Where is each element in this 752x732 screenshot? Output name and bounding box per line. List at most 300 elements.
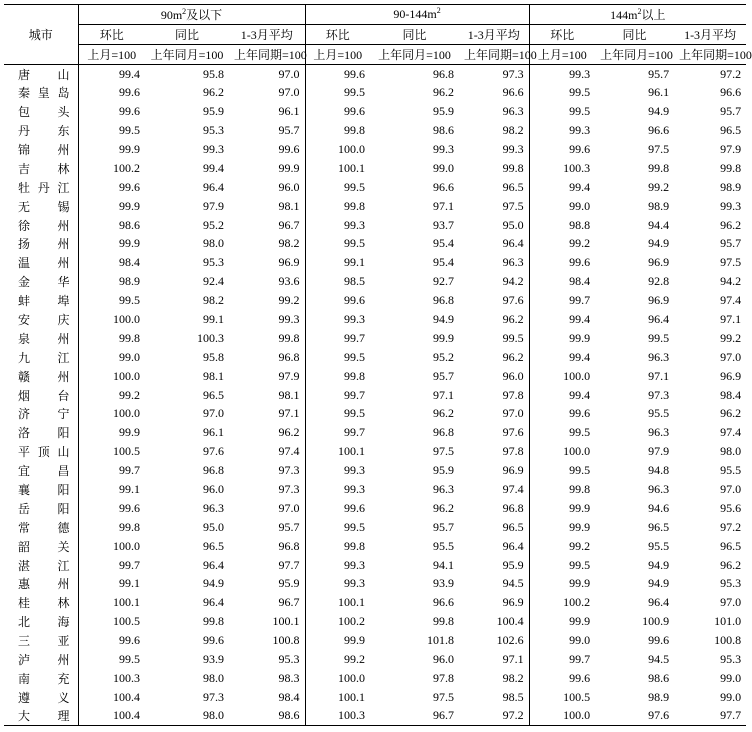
index-value-cell: 98.9 — [648, 198, 670, 213]
index-value-cell: 99.9 — [569, 500, 591, 515]
group-header-large: $144m^2$以上 — [529, 5, 746, 25]
index-value-cell: 99.7 — [344, 425, 366, 440]
index-value-cell: 96.5 — [720, 123, 742, 138]
index-value-cell: 99.3 — [344, 312, 366, 327]
index-value-cell: 99.9 — [119, 425, 140, 440]
index-value-cell: 99.1 — [119, 576, 140, 591]
index-value-cell: 99.5 — [569, 104, 591, 119]
index-value-cell: 99.2 — [569, 538, 591, 553]
index-value-cell: 95.7 — [229, 518, 305, 537]
index-value-cell: 99.3 — [720, 198, 742, 213]
city-name-cell: 泉州 — [4, 329, 78, 348]
index-value-cell: 99.8 — [433, 614, 455, 629]
sub-header-row — [4, 25, 746, 45]
index-value-cell: 97.1 — [720, 312, 742, 327]
index-value-cell: 97.5 — [720, 255, 742, 270]
index-value-cell: 99.9 — [229, 159, 305, 178]
index-value-cell: 97.8 — [459, 442, 529, 461]
city-name-cell: 包头 — [4, 102, 78, 121]
index-value-cell: 100.5 — [113, 614, 140, 629]
index-value-cell: 94.9 — [648, 557, 670, 572]
index-value-cell: 100.1 — [113, 595, 140, 610]
index-value-cell: 99.4 — [569, 349, 591, 364]
index-value-cell: 97.9 — [203, 198, 224, 213]
index-value-cell: 99.6 — [119, 179, 140, 194]
index-value-cell: 98.9 — [648, 689, 670, 704]
index-value-cell: 98.0 — [720, 444, 742, 459]
index-value-cell: 96.3 — [459, 102, 529, 121]
index-value-cell: 98.3 — [229, 669, 305, 688]
base-header-cell: 上年同月=100 — [370, 45, 459, 65]
index-value-cell: 99.5 — [344, 179, 366, 194]
index-value-cell: 99.0 — [433, 160, 455, 175]
table-row — [4, 291, 746, 310]
index-value-cell: 95.8 — [203, 349, 224, 364]
index-value-cell: 98.4 — [569, 274, 591, 289]
index-value-cell: 99.2 — [648, 179, 670, 194]
index-value-cell: 100.2 — [113, 160, 140, 175]
index-value-cell: 99.9 — [344, 633, 366, 648]
index-value-cell: 96.2 — [720, 406, 742, 421]
index-value-cell: 95.6 — [720, 500, 742, 515]
index-value-cell: 97.2 — [459, 707, 529, 726]
index-value-cell: 99.5 — [119, 652, 140, 667]
index-value-cell: 94.8 — [648, 463, 670, 478]
city-name-cell: 吉林 — [4, 159, 78, 178]
index-value-cell: 99.4 — [119, 66, 140, 81]
city-name-cell: 遵义 — [4, 688, 78, 707]
index-value-cell: 97.9 — [229, 367, 305, 386]
index-value-cell: 96.2 — [433, 406, 455, 421]
city-name-cell: 蚌埠 — [4, 291, 78, 310]
index-value-cell: 96.2 — [433, 85, 455, 100]
index-value-cell: 100.3 — [197, 330, 224, 345]
index-value-cell: 94.9 — [648, 576, 670, 591]
index-value-cell: 95.2 — [433, 349, 455, 364]
index-value-cell: 95.3 — [203, 123, 224, 138]
index-value-cell: 96.3 — [648, 349, 670, 364]
index-value-cell: 96.9 — [648, 255, 670, 270]
index-value-cell: 94.5 — [648, 652, 670, 667]
index-value-cell: 95.5 — [648, 406, 670, 421]
index-value-cell: 99.0 — [720, 689, 742, 704]
index-value-cell: 99.4 — [203, 160, 224, 175]
index-value-cell: 98.2 — [459, 669, 529, 688]
index-value-cell: 97.6 — [459, 291, 529, 310]
index-value-cell: 95.5 — [648, 538, 670, 553]
city-name-cell: 常德 — [4, 518, 78, 537]
index-value-cell: 97.2 — [720, 519, 742, 534]
index-value-cell: 100.0 — [113, 406, 140, 421]
index-value-cell: 95.4 — [433, 236, 455, 251]
index-value-cell: 99.6 — [569, 255, 591, 270]
table-row — [4, 386, 746, 405]
index-value-cell: 99.9 — [119, 198, 140, 213]
index-value-cell: 97.1 — [229, 405, 305, 424]
index-value-cell: 99.8 — [344, 368, 366, 383]
index-value-cell: 98.8 — [569, 217, 591, 232]
city-name-cell: 大理 — [4, 707, 78, 726]
index-value-cell: 95.9 — [229, 575, 305, 594]
index-value-cell: 100.0 — [529, 707, 595, 726]
table-body — [4, 65, 746, 726]
table-row — [4, 367, 746, 386]
index-value-cell: 94.2 — [459, 272, 529, 291]
index-value-cell: 98.4 — [720, 387, 742, 402]
index-value-cell: 99.8 — [119, 519, 140, 534]
city-name-cell: 北海 — [4, 612, 78, 631]
table-row — [4, 423, 746, 442]
index-value-cell: 99.3 — [344, 463, 366, 478]
index-value-cell: 96.7 — [370, 707, 459, 726]
index-value-cell: 97.3 — [459, 65, 529, 84]
index-value-cell: 99.3 — [344, 576, 366, 591]
index-value-cell: 99.5 — [459, 329, 529, 348]
index-value-cell: 95.2 — [203, 217, 224, 232]
index-value-cell: 97.3 — [229, 480, 305, 499]
index-value-cell: 100.1 — [338, 160, 366, 175]
index-value-cell: 99.9 — [119, 142, 140, 156]
index-value-cell: 99.5 — [344, 85, 366, 100]
index-value-cell: 99.5 — [648, 330, 670, 345]
index-value-cell: 100.2 — [563, 595, 591, 610]
sub-header-cell: 环比 — [305, 25, 370, 45]
index-value-cell: 98.4 — [229, 688, 305, 707]
index-value-cell: 99.1 — [344, 255, 366, 270]
city-name-cell: 襄阳 — [4, 480, 78, 499]
index-value-cell: 95.7 — [720, 236, 742, 251]
index-value-cell: 98.6 — [648, 670, 670, 685]
index-value-cell: 99.8 — [344, 123, 366, 138]
table-row — [4, 612, 746, 631]
index-value-cell: 100.9 — [642, 614, 670, 629]
index-value-cell: 99.2 — [229, 291, 305, 310]
city-name-cell: 唐山 — [4, 65, 78, 84]
index-value-cell: 96.2 — [459, 310, 529, 329]
index-value-cell: 96.2 — [433, 500, 455, 515]
index-value-cell: 99.3 — [459, 140, 529, 159]
city-name-cell: 洛阳 — [4, 423, 78, 442]
sub-header-cell: 同比 — [370, 25, 459, 45]
index-value-cell: 96.9 — [459, 461, 529, 480]
index-value-cell: 95.0 — [203, 519, 224, 534]
index-value-cell: 97.5 — [433, 689, 455, 704]
index-value-cell: 101.8 — [427, 633, 455, 648]
index-value-cell: 95.5 — [433, 538, 455, 553]
index-value-cell: 99.8 — [203, 614, 224, 629]
index-value-cell: 95.0 — [459, 216, 529, 235]
index-value-cell: 100.3 — [563, 160, 591, 175]
index-value-cell: 99.6 — [648, 633, 670, 648]
index-value-cell: 96.6 — [648, 123, 670, 138]
index-value-cell: 99.9 — [569, 576, 591, 591]
index-value-cell: 97.1 — [433, 387, 455, 402]
index-value-cell: 95.7 — [229, 121, 305, 140]
index-value-cell: 95.7 — [648, 66, 670, 81]
housing-price-index-table — [4, 4, 752, 726]
sub-header-cell: 环比 — [529, 25, 595, 45]
index-value-cell: 97.9 — [648, 444, 670, 459]
index-value-cell: 97.4 — [459, 480, 529, 499]
index-value-cell: 97.8 — [433, 670, 455, 685]
index-value-cell: 98.9 — [720, 179, 742, 194]
index-value-cell: 94.9 — [648, 104, 670, 119]
index-value-cell: 96.3 — [648, 425, 670, 440]
table-row — [4, 310, 746, 329]
index-value-cell: 99.0 — [720, 670, 742, 685]
table-row — [4, 650, 746, 669]
city-name-cell: 韶关 — [4, 537, 78, 556]
index-value-cell: 100.4 — [78, 707, 145, 726]
index-value-cell: 96.8 — [229, 348, 305, 367]
table-row — [4, 197, 746, 216]
index-value-cell: 95.9 — [203, 104, 224, 119]
index-value-cell: 100.2 — [338, 614, 366, 629]
index-value-cell: 96.2 — [203, 85, 224, 100]
table-row — [4, 556, 746, 575]
index-value-cell: 95.9 — [433, 104, 455, 119]
index-value-cell: 97.5 — [433, 444, 455, 459]
index-value-cell: 95.3 — [229, 650, 305, 669]
index-value-cell: 102.6 — [459, 631, 529, 650]
table-row — [4, 159, 746, 178]
index-value-cell: 96.5 — [648, 519, 670, 534]
sub-header-cell: 环比 — [78, 25, 145, 45]
group-header-medium: $90-144m^2$ — [305, 5, 529, 25]
index-value-cell: 96.2 — [229, 423, 305, 442]
index-value-cell: 98.6 — [119, 217, 140, 232]
index-value-cell: 100.5 — [113, 444, 140, 459]
city-name-cell: 烟台 — [4, 386, 78, 405]
index-value-cell: 99.3 — [344, 482, 366, 497]
index-value-cell: 100.4 — [113, 689, 140, 704]
table-row — [4, 442, 746, 461]
index-value-cell: 92.4 — [203, 274, 224, 289]
index-value-cell: 99.5 — [119, 293, 140, 308]
city-name-cell: 无锡 — [4, 197, 78, 216]
table-row — [4, 518, 746, 537]
city-name-cell: 岳阳 — [4, 499, 78, 518]
index-value-cell: 100.0 — [113, 538, 140, 553]
index-value-cell: 96.3 — [459, 253, 529, 272]
index-value-cell: 99.3 — [344, 217, 366, 232]
table-row — [4, 102, 746, 121]
city-name-cell: 丹东 — [4, 121, 78, 140]
index-value-cell: 96.4 — [203, 179, 224, 194]
index-value-cell: 96.4 — [203, 595, 224, 610]
table-row — [4, 348, 746, 367]
index-value-cell: 99.5 — [344, 236, 366, 251]
index-value-cell: 99.6 — [569, 142, 591, 156]
index-value-cell: 99.2 — [569, 236, 591, 251]
index-value-cell: 98.1 — [229, 386, 305, 405]
index-value-cell: 94.9 — [433, 312, 455, 327]
index-value-cell: 97.0 — [720, 349, 742, 364]
index-value-cell: 99.6 — [344, 104, 366, 119]
index-value-cell: 100.1 — [338, 444, 366, 459]
index-value-cell: 99.2 — [344, 652, 366, 667]
index-value-cell: 96.4 — [203, 557, 224, 572]
index-value-cell: 97.0 — [720, 595, 742, 610]
city-name-cell: 桂林 — [4, 593, 78, 612]
base-header-cell: 上月=100 — [78, 45, 145, 65]
index-value-cell: 99.3 — [203, 142, 224, 156]
city-name-cell: 济宁 — [4, 405, 78, 424]
city-name-cell: 徐州 — [4, 216, 78, 235]
city-name-cell: 安庆 — [4, 310, 78, 329]
index-value-cell: 99.2 — [119, 387, 140, 402]
index-value-cell: 99.4 — [569, 312, 591, 327]
index-value-cell: 97.3 — [203, 689, 224, 704]
index-value-cell: 100.1 — [229, 612, 305, 631]
index-value-cell: 99.4 — [569, 387, 591, 402]
index-value-cell: 95.7 — [433, 368, 455, 383]
index-value-cell: 99.3 — [344, 557, 366, 572]
index-value-cell: 99.9 — [433, 330, 455, 345]
city-name-cell: 金华 — [4, 272, 78, 291]
index-value-cell: 98.9 — [119, 274, 140, 289]
index-value-cell: 97.0 — [203, 406, 224, 421]
table-row — [4, 688, 746, 707]
table-row — [4, 272, 746, 291]
index-value-cell: 97.3 — [648, 387, 670, 402]
index-value-cell: 95.3 — [203, 255, 224, 270]
sub-header-cell: 同比 — [145, 25, 229, 45]
index-value-cell: 99.2 — [720, 330, 742, 345]
index-value-cell: 99.1 — [119, 482, 140, 497]
index-value-cell: 99.5 — [569, 85, 591, 100]
city-name-cell: 湛江 — [4, 556, 78, 575]
table-row — [4, 707, 746, 726]
table-row — [4, 631, 746, 650]
index-value-cell: 99.9 — [569, 519, 591, 534]
index-value-cell: 96.3 — [433, 482, 455, 497]
index-value-cell: 99.8 — [119, 330, 140, 345]
index-value-cell: 100.4 — [459, 612, 529, 631]
base-header-cell: 上年同月=100 — [595, 45, 674, 65]
index-value-cell: 98.5 — [459, 688, 529, 707]
index-value-cell: 99.6 — [344, 500, 366, 515]
city-name-cell: 扬州 — [4, 235, 78, 254]
index-value-cell: 100.3 — [305, 707, 370, 726]
index-value-cell: 96.9 — [648, 293, 670, 308]
table-row — [4, 575, 746, 594]
index-value-cell: 99.0 — [569, 633, 591, 648]
index-value-cell: 97.1 — [433, 198, 455, 213]
index-value-cell: 99.5 — [119, 123, 140, 138]
table-row — [4, 178, 746, 197]
index-value-cell: 96.9 — [720, 368, 742, 383]
index-value-cell: 100.0 — [338, 142, 366, 156]
index-value-cell: 97.6 — [203, 444, 224, 459]
index-value-cell: 96.1 — [203, 425, 224, 440]
index-value-cell: 97.7 — [674, 707, 746, 726]
base-header-row — [4, 45, 746, 65]
index-value-cell: 97.9 — [720, 142, 742, 156]
index-value-cell: 96.4 — [648, 312, 670, 327]
index-value-cell: 93.9 — [203, 652, 224, 667]
index-value-cell: 96.2 — [459, 348, 529, 367]
table-row — [4, 121, 746, 140]
index-value-cell: 96.5 — [203, 538, 224, 553]
index-value-cell: 100.0 — [563, 368, 591, 383]
index-value-cell: 99.5 — [344, 349, 366, 364]
index-value-cell: 97.4 — [720, 425, 742, 440]
sub-header-cell: 1-3月平均 — [459, 25, 529, 45]
index-value-cell: 99.0 — [119, 349, 140, 364]
index-value-cell: 99.7 — [344, 330, 366, 345]
base-header-cell: 上年同期=100 — [229, 45, 305, 65]
index-value-cell: 99.4 — [569, 179, 591, 194]
index-value-cell: 96.0 — [433, 652, 455, 667]
index-value-cell: 98.1 — [229, 197, 305, 216]
index-value-cell: 96.8 — [433, 425, 455, 440]
index-value-cell: 99.1 — [203, 312, 224, 327]
index-value-cell: 97.1 — [459, 650, 529, 669]
index-value-cell: 96.4 — [459, 235, 529, 254]
index-value-cell: 96.2 — [720, 217, 742, 232]
table-row — [4, 65, 746, 84]
index-value-cell: 98.6 — [433, 123, 455, 138]
index-value-cell: 96.8 — [203, 463, 224, 478]
index-value-cell: 95.8 — [203, 66, 224, 81]
index-value-cell: 96.5 — [720, 538, 742, 553]
table-row — [4, 593, 746, 612]
index-value-cell: 96.7 — [229, 216, 305, 235]
index-value-cell: 99.3 — [229, 310, 305, 329]
index-value-cell: 99.7 — [569, 293, 591, 308]
index-value-cell: 99.9 — [569, 330, 591, 345]
index-value-cell: 99.6 — [229, 140, 305, 159]
index-value-cell: 98.5 — [344, 274, 366, 289]
city-name-cell: 温州 — [4, 253, 78, 272]
index-value-cell: 99.6 — [119, 85, 140, 100]
index-value-cell: 97.7 — [229, 556, 305, 575]
table-row — [4, 140, 746, 159]
table-row — [4, 83, 746, 102]
table-row — [4, 405, 746, 424]
index-value-cell: 99.5 — [569, 425, 591, 440]
index-value-cell: 99.6 — [569, 406, 591, 421]
index-value-cell: 97.0 — [229, 83, 305, 102]
index-value-cell: 99.7 — [569, 652, 591, 667]
index-value-cell: 99.6 — [344, 293, 366, 308]
index-value-cell: 95.3 — [720, 652, 742, 667]
index-value-cell: 99.8 — [648, 160, 670, 175]
sub-header-cell: 1-3月平均 — [674, 25, 746, 45]
index-value-cell: 99.3 — [433, 142, 455, 156]
index-value-cell: 94.2 — [720, 274, 742, 289]
index-value-cell: 95.9 — [433, 463, 455, 478]
index-value-cell: 96.1 — [229, 102, 305, 121]
index-value-cell: 98.2 — [229, 235, 305, 254]
table-row — [4, 480, 746, 499]
index-value-cell: 97.4 — [720, 293, 742, 308]
index-value-cell: 96.1 — [648, 85, 670, 100]
index-value-cell: 100.1 — [338, 689, 366, 704]
index-value-cell: 93.6 — [229, 272, 305, 291]
index-value-cell: 97.2 — [720, 66, 742, 81]
index-value-cell: 96.9 — [459, 593, 529, 612]
index-value-cell: 99.8 — [569, 482, 591, 497]
index-value-cell: 97.1 — [648, 368, 670, 383]
index-value-cell: 97.0 — [229, 65, 305, 84]
index-value-cell: 96.6 — [433, 179, 455, 194]
sub-header-cell: 1-3月平均 — [229, 25, 305, 45]
index-value-cell: 98.2 — [203, 293, 224, 308]
index-value-cell: 96.8 — [433, 293, 455, 308]
index-value-cell: 96.0 — [203, 482, 224, 497]
